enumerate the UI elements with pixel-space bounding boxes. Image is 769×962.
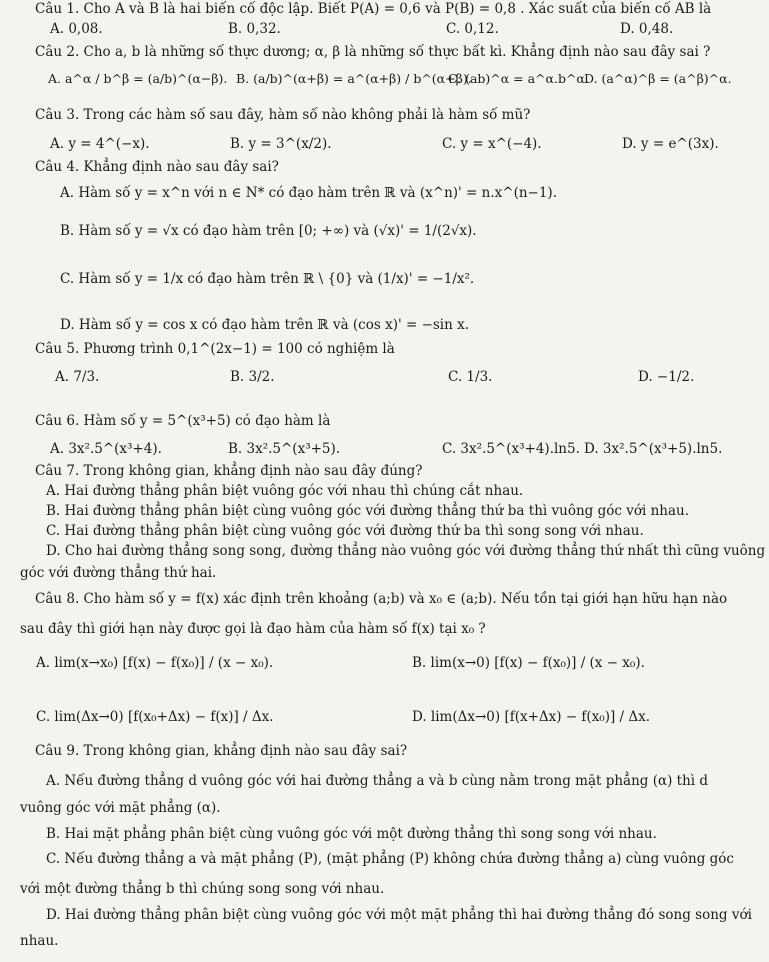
- q9-statement-a-line1: A. Nếu đường thẳng d vuông góc với hai đường thẳng a và b cùng nằm trong mặt phẳng (α) thì d: [46, 773, 709, 789]
- q7-statement-d-line1: D. Cho hai đường thẳng song song, đường thẳng nào vuông góc với đường thẳng thứ nhất thì cũng vuông: [46, 543, 766, 559]
- q3-option-d: D. y = e^(3x).: [622, 136, 719, 152]
- question-4-stem: Câu 4. Khẳng định nào sau đây sai?: [35, 159, 279, 175]
- q9-statement-d-line1: D. Hai đường thẳng phân biệt cùng vuông góc với một mặt phẳng thì hai đường thẳng đó song song với: [46, 907, 752, 923]
- q7-statement-d-line2: góc với đường thẳng thứ hai.: [20, 565, 217, 581]
- q8-option-c: C. lim(Δx→0) [f(x₀+Δx) − f(x)] / Δx.: [36, 709, 274, 725]
- question-9-stem: Câu 9. Trong không gian, khẳng định nào sau đây sai?: [35, 743, 408, 759]
- q9-statement-d-line2: nhau.: [20, 933, 59, 949]
- question-5-stem: Câu 5. Phương trình 0,1^(2x−1) = 100 có nghiệm là: [35, 341, 395, 357]
- question-6-stem: Câu 6. Hàm số y = 5^(x³+5) có đạo hàm là: [35, 413, 331, 429]
- q6-option-c: C. 3x².5^(x³+4).ln5.: [442, 441, 580, 457]
- q9-statement-a-line2: vuông góc với mặt phẳng (α).: [20, 800, 221, 816]
- q9-statement-c-line1: C. Nếu đường thẳng a và mặt phẳng (P), (mặt phẳng (P) không chứa đường thẳng a) cùng vuông góc: [46, 851, 734, 867]
- question-8-stem-line1: Câu 8. Cho hàm số y = f(x) xác định trên khoảng (a;b) và x₀ ∈ (a;b). Nếu tồn tại giới hạn hữu hạn nào: [35, 591, 728, 607]
- q3-option-b: B. y = 3^(x/2).: [230, 136, 332, 152]
- q5-option-a: A. 7/3.: [55, 369, 100, 385]
- q2-option-a: A. a^α / b^β = (a/b)^(α−β).: [48, 71, 228, 86]
- q6-option-d: D. 3x².5^(x³+5).ln5.: [584, 441, 723, 457]
- q4-statement-b: B. Hàm số y = √x có đạo hàm trên [0; +∞) và (√x)' = 1/(2√x).: [60, 223, 477, 239]
- q7-statement-c: C. Hai đường thẳng phân biệt cùng vuông góc với đường thứ ba thì song song với nhau.: [46, 523, 644, 539]
- q2-option-d: D. (a^α)^β = (a^β)^α.: [584, 71, 732, 86]
- q9-statement-b: B. Hai mặt phẳng phân biệt cùng vuông góc với một đường thẳng thì song song với nhau.: [46, 826, 657, 842]
- q7-statement-a: A. Hai đường thẳng phân biệt vuông góc với nhau thì chúng cắt nhau.: [46, 483, 524, 499]
- question-2-stem: Câu 2. Cho a, b là những số thực dương; α, β là những số thực bất kì. Khẳng định nào sau đây sai ?: [35, 44, 711, 60]
- q7-statement-b: B. Hai đường thẳng phân biệt cùng vuông góc với đường thẳng thứ ba thì vuông góc với nhau.: [46, 503, 689, 519]
- q2-option-c: C. (ab)^α = a^α.b^α.: [448, 71, 589, 86]
- q5-option-b: B. 3/2.: [230, 369, 275, 385]
- q8-option-a: A. lim(x→x₀) [f(x) − f(x₀)] / (x − x₀).: [36, 655, 274, 671]
- q6-option-a: A. 3x².5^(x³+4).: [50, 441, 162, 457]
- question-8-stem-line2: sau đây thì giới hạn này được gọi là đạo hàm của hàm số f(x) tại x₀ ?: [20, 621, 486, 637]
- q1-option-d: D. 0,48.: [620, 21, 674, 37]
- q8-option-b: B. lim(x→0) [f(x) − f(x₀)] / (x − x₀).: [412, 655, 645, 671]
- q3-option-a: A. y = 4^(−x).: [50, 136, 150, 152]
- q2-option-b: B. (a/b)^(α+β) = a^(α+β) / b^(α+β).: [236, 71, 472, 86]
- q5-option-d: D. −1/2.: [638, 369, 695, 385]
- question-1-stem: Câu 1. Cho A và B là hai biến cố độc lập. Biết P(A) = 0,6 và P(B) = 0,8 . Xác suất của biến cố AB là: [35, 1, 712, 17]
- q4-statement-c: C. Hàm số y = 1/x có đạo hàm trên ℝ \ {0} và (1/x)' = −1/x².: [60, 271, 475, 287]
- q6-option-b: B. 3x².5^(x³+5).: [228, 441, 341, 457]
- question-7-stem: Câu 7. Trong không gian, khẳng định nào sau đây đúng?: [35, 463, 423, 479]
- q4-statement-a: A. Hàm số y = x^n với n ∈ N* có đạo hàm trên ℝ và (x^n)' = n.x^(n−1).: [60, 185, 557, 201]
- q4-statement-d: D. Hàm số y = cos x có đạo hàm trên ℝ và (cos x)' = −sin x.: [60, 317, 470, 333]
- q1-option-a: A. 0,08.: [50, 21, 103, 37]
- q9-statement-c-line2: với một đường thẳng b thì chúng song song với nhau.: [20, 881, 385, 897]
- question-3-stem: Câu 3. Trong các hàm số sau đây, hàm số nào không phải là hàm số mũ?: [35, 107, 531, 123]
- q1-option-b: B. 0,32.: [228, 21, 281, 37]
- q8-option-d: D. lim(Δx→0) [f(x+Δx) − f(x₀)] / Δx.: [412, 709, 651, 725]
- q5-option-c: C. 1/3.: [448, 369, 493, 385]
- q3-option-c: C. y = x^(−4).: [442, 136, 542, 152]
- q1-option-c: C. 0,12.: [446, 21, 499, 37]
